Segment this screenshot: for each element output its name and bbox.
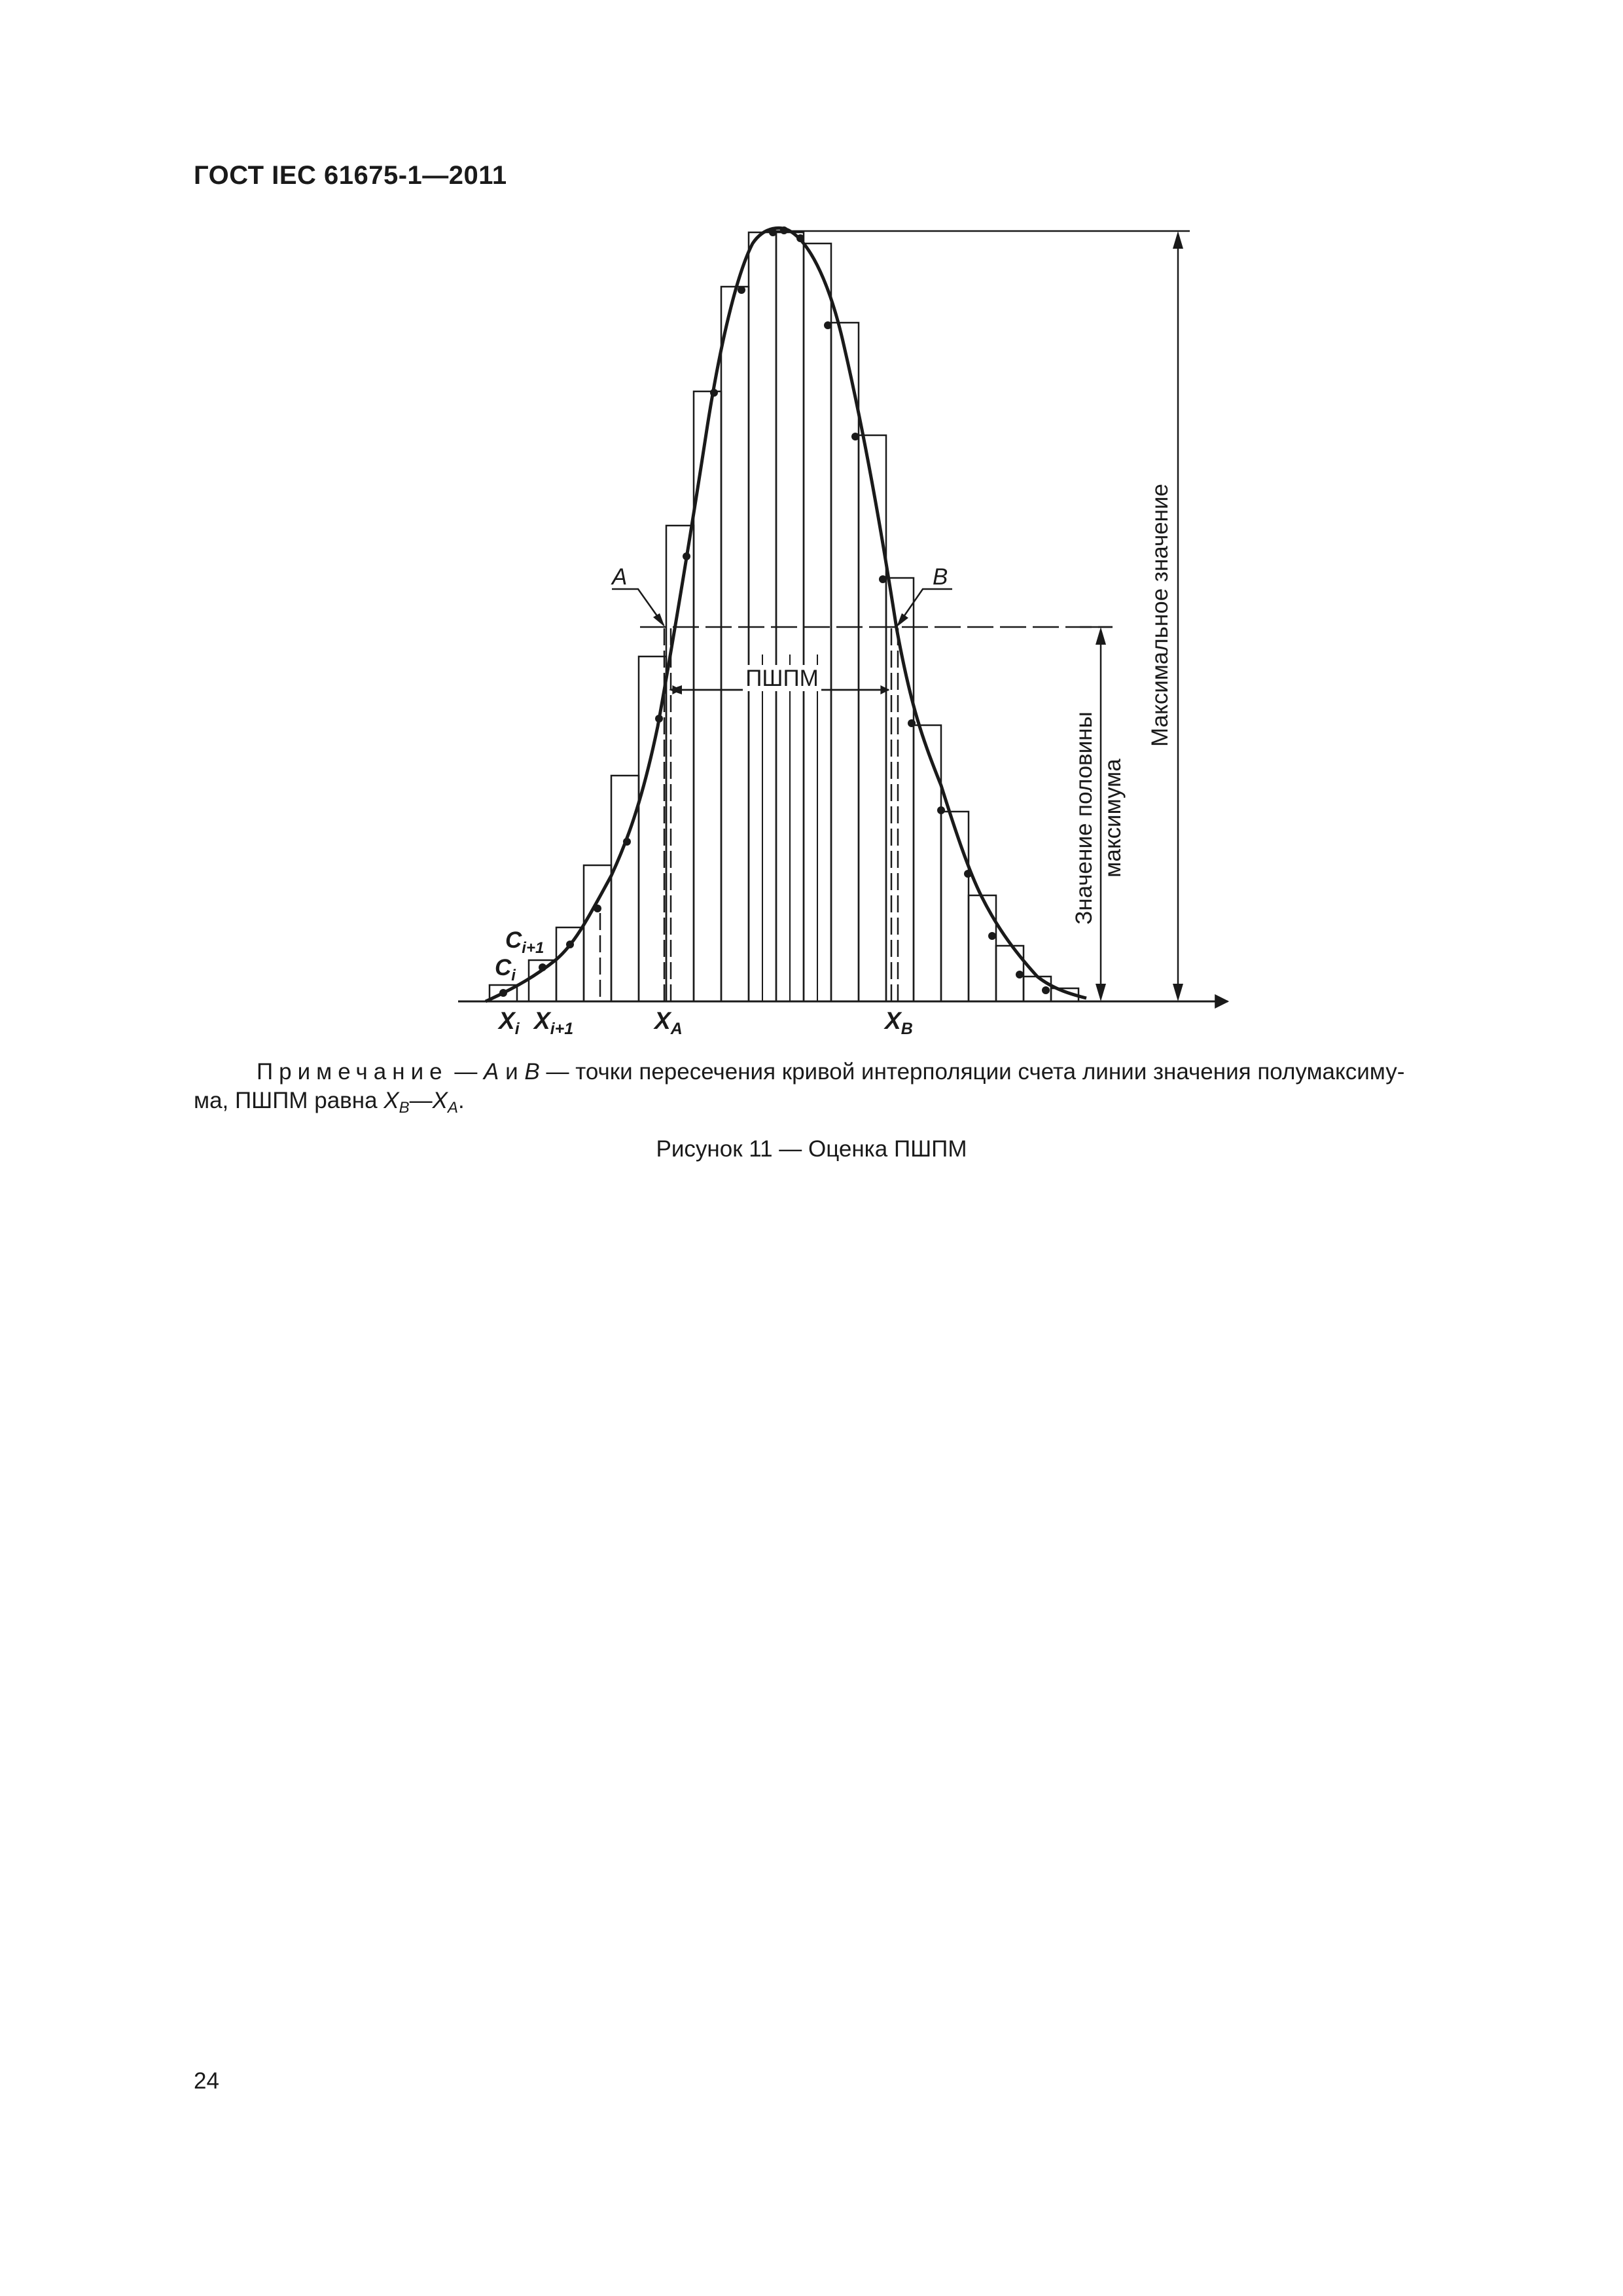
- label-x-a: $X_A$: [654, 1007, 683, 1038]
- half-max-label-line2: максимума: [1100, 759, 1126, 878]
- histogram: [490, 232, 1079, 1001]
- interpolation-curve: [486, 228, 1086, 1001]
- histogram-bar: [556, 927, 584, 1001]
- histogram-bar: [859, 435, 886, 1001]
- label-x-b: $X_B$: [885, 1007, 913, 1038]
- figure-caption: Рисунок 11 — Оценка ПШПМ: [656, 1136, 967, 1162]
- center-lines: [762, 655, 817, 1001]
- fwhm-label: ПШПМ: [745, 666, 819, 691]
- label-c-i1: $C_{i+1}$: [505, 927, 544, 957]
- label-b: B: [933, 564, 948, 590]
- curve-points: [499, 226, 1050, 997]
- histogram-bar: [914, 725, 941, 1001]
- label-x-i: $X_i$: [499, 1007, 520, 1038]
- histogram-bar: [721, 287, 749, 1001]
- note-label: Примечание: [257, 1059, 448, 1085]
- document-header: ГОСТ IEC 61675-1—2011: [194, 161, 507, 190]
- label-x-i1: $X_{i+1}$: [534, 1007, 574, 1038]
- histogram-bar: [831, 323, 859, 1001]
- label-a: A: [612, 564, 628, 590]
- pointer-a: [612, 589, 664, 625]
- label-c-i: $C_i$: [495, 955, 516, 984]
- page-number: 24: [194, 2068, 219, 2094]
- figure-note: Примечание — A и B — точки пересечения кривой интерполяции счета линии значения полумаксиму- ма, ПШПМ равна $X_B—X_A$.: [194, 1059, 1405, 1117]
- histogram-bar: [969, 895, 996, 1001]
- max-value-label: Максимальное значение: [1147, 483, 1173, 747]
- histogram-bar: [611, 776, 639, 1001]
- half-max-label-line1: Значение половины: [1071, 711, 1097, 925]
- histogram-bar: [941, 812, 969, 1001]
- fwhm-figure: [0, 0, 1623, 1060]
